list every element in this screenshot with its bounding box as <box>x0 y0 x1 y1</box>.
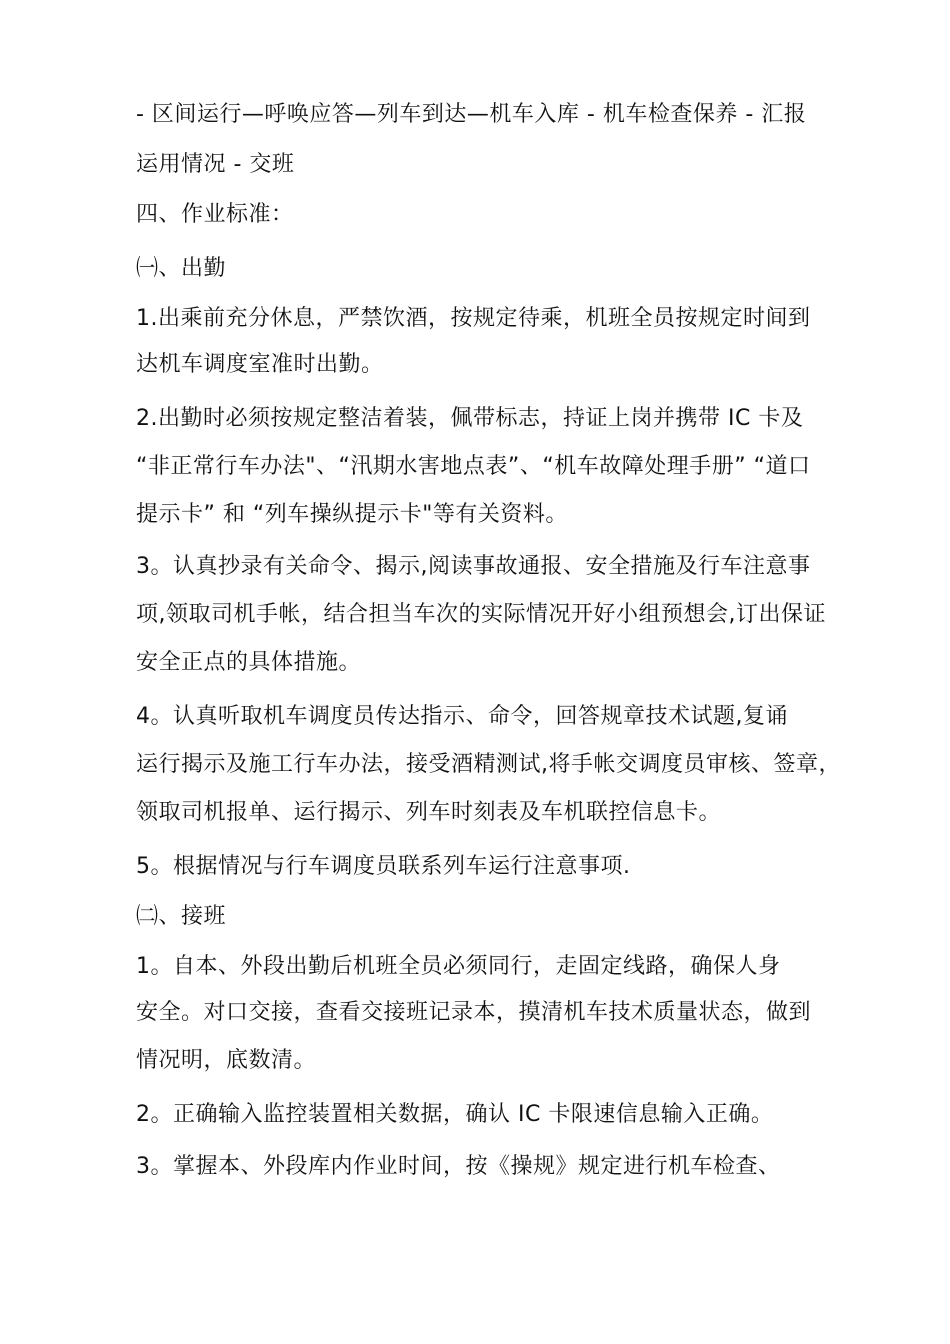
text-line-21: 2。正确输入监控装置相关数据，确认 IC 卡限速信息输入正确。 <box>136 1102 774 1127</box>
text-line-13: 4。认真听取机车调度员传达指示、命令，回答规章技术试题,复诵 <box>136 704 788 729</box>
text-line-11: 项,领取司机手帐，结合担当车次的实际情况开好小组预想会,订出保证 <box>136 602 826 627</box>
text-line-5: 1.出乘前充分休息，严禁饮酒，按规定待乘，机班全员按规定时间到 <box>136 306 811 331</box>
text-line-14: 运行揭示及施工行车办法，接受酒精测试,将手帐交调度员审核、签章， <box>136 752 841 777</box>
text-line-9: 提示卡” 和 “列车操纵提示卡"等有关资料。 <box>136 502 568 527</box>
text-line-7: 2.出勤时必须按规定整洁着装，佩带标志，持证上岗并携带 IC 卡及 <box>136 406 804 431</box>
text-line-22: 3。掌握本、外段库内作业时间，按《操规》规定进行机车检查、 <box>136 1154 781 1179</box>
text-line-6: 达机车调度室准时出勤。 <box>136 352 384 377</box>
text-line-12: 安全正点的具体措施。 <box>136 650 362 675</box>
section-heading-standards: 四、作业标准： <box>136 202 294 227</box>
text-line-15: 领取司机报单、运行揭示、列车时刻表及车机联控信息卡。 <box>136 800 722 825</box>
text-line-8: “非正常行车办法"、“汛期水害地点表”、“机车故障处理手册” “道口 <box>136 454 811 479</box>
text-line-18: 1。自本、外段出勤后机班全员必须同行，走固定线路，确保人身 <box>136 954 781 979</box>
text-line-1: - 区间运行—呼唤应答—列车到达—机车入库 - 机车检查保养 - 汇报 <box>136 102 807 127</box>
subsection-heading-takeover: ㈡、接班 <box>136 904 227 929</box>
text-line-2: 运用情况 - 交班 <box>136 152 295 177</box>
text-line-20: 情况明，底数清。 <box>136 1048 317 1073</box>
text-line-19: 安全。对口交接，查看交接班记录本，摸清机车技术质量状态，做到 <box>136 1000 812 1025</box>
subsection-heading-attendance: ㈠、出勤 <box>136 256 227 281</box>
text-line-16: 5。根据情况与行车调度员联系列车运行注意事项. <box>136 854 631 879</box>
text-line-10: 3。认真抄录有关命令、揭示,阅读事故通报、安全措施及行车注意事 <box>136 554 811 579</box>
